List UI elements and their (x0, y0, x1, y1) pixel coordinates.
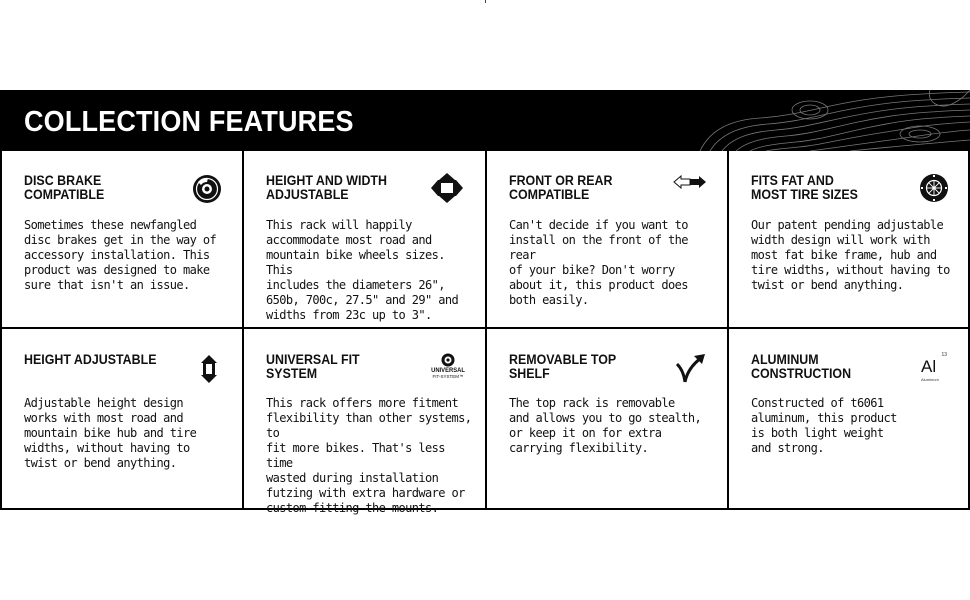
topographic-pattern (690, 90, 970, 151)
feature-height-width (244, 151, 487, 329)
vertical-arrows-icon (200, 354, 218, 384)
feature-description: The top rack is removable and allows you to go stealth, or keep it on for extra carrying flexibility. (509, 396, 702, 455)
feature-fat-tire (729, 151, 970, 329)
feature-removable-shelf (487, 329, 729, 508)
feature-title: HEIGHT AND WIDTH ADJUSTABLE (266, 173, 387, 202)
aluminum-name: Aluminum (921, 377, 939, 382)
feature-front-rear (487, 151, 729, 329)
universal-fit-logo (428, 353, 468, 379)
feature-description: Our patent pending adjustable width design will work with most fat bike frame, hub and tire widths, without having to twist or bend anything. (751, 218, 950, 292)
fit-system-text: FIT-SYSTEM™ (432, 374, 464, 379)
universal-fit-mark (441, 353, 455, 367)
collection-features-banner (0, 90, 970, 151)
feature-height-adjustable (2, 329, 244, 508)
feature-description: Can't decide if you want to install on the front of the rear of your bike? Don't worry about it, this product does both easily. (509, 218, 688, 307)
feature-title: ALUMINUM CONSTRUCTION (751, 352, 852, 381)
fat-tire-icon (919, 173, 949, 203)
front-rear-arrows-icon (673, 175, 707, 189)
features-grid (0, 151, 970, 515)
split-arrow-icon (675, 352, 707, 384)
feature-description: This rack will happily accommodate most road and mountain bike wheels sizes. This includes the diameters 26", 650b, 700c, 27.5" and 29" and widths from 23c up to 3". (266, 218, 459, 322)
feature-title: FRONT OR REAR COMPATIBLE (509, 173, 613, 202)
feature-aluminum (729, 329, 970, 508)
four-way-arrows-icon (430, 172, 464, 204)
feature-description: Adjustable height design works with most road and mountain bike hub and tire widths, without having to twist or bend anything. (24, 396, 197, 470)
feature-title: HEIGHT ADJUSTABLE (24, 352, 157, 367)
universal-fit-text: UNIVERSAL (431, 367, 465, 374)
top-tick-mark (485, 0, 486, 3)
feature-description: Sometimes these newfangled disc brakes get in the way of accessory installation. This product was designed to make sure that isn't an issue. (24, 218, 217, 292)
aluminum-number: 13 (941, 352, 947, 358)
feature-description: This rack offers more fitment flexibility than other systems, to fit more bikes. That's less time wasted during installation futzing with extra hardware or custom-fitting the mounts. (266, 396, 472, 515)
feature-title: FITS FAT AND MOST TIRE SIZES (751, 173, 858, 202)
aluminum-symbol: Al (921, 357, 937, 376)
feature-title: DISC BRAKE COMPATIBLE (24, 173, 105, 202)
banner-title: COLLECTION FEATURES (24, 106, 354, 138)
feature-title: REMOVABLE TOP SHELF (509, 352, 616, 381)
feature-universal-fit (244, 329, 487, 515)
disc-brake-icon (192, 174, 222, 204)
feature-disc-brake (2, 151, 244, 329)
aluminum-element-icon (919, 353, 949, 385)
feature-title: UNIVERSAL FIT SYSTEM (266, 352, 360, 381)
feature-description: Constructed of t6061 aluminum, this product is both light weight and strong. (751, 396, 897, 455)
